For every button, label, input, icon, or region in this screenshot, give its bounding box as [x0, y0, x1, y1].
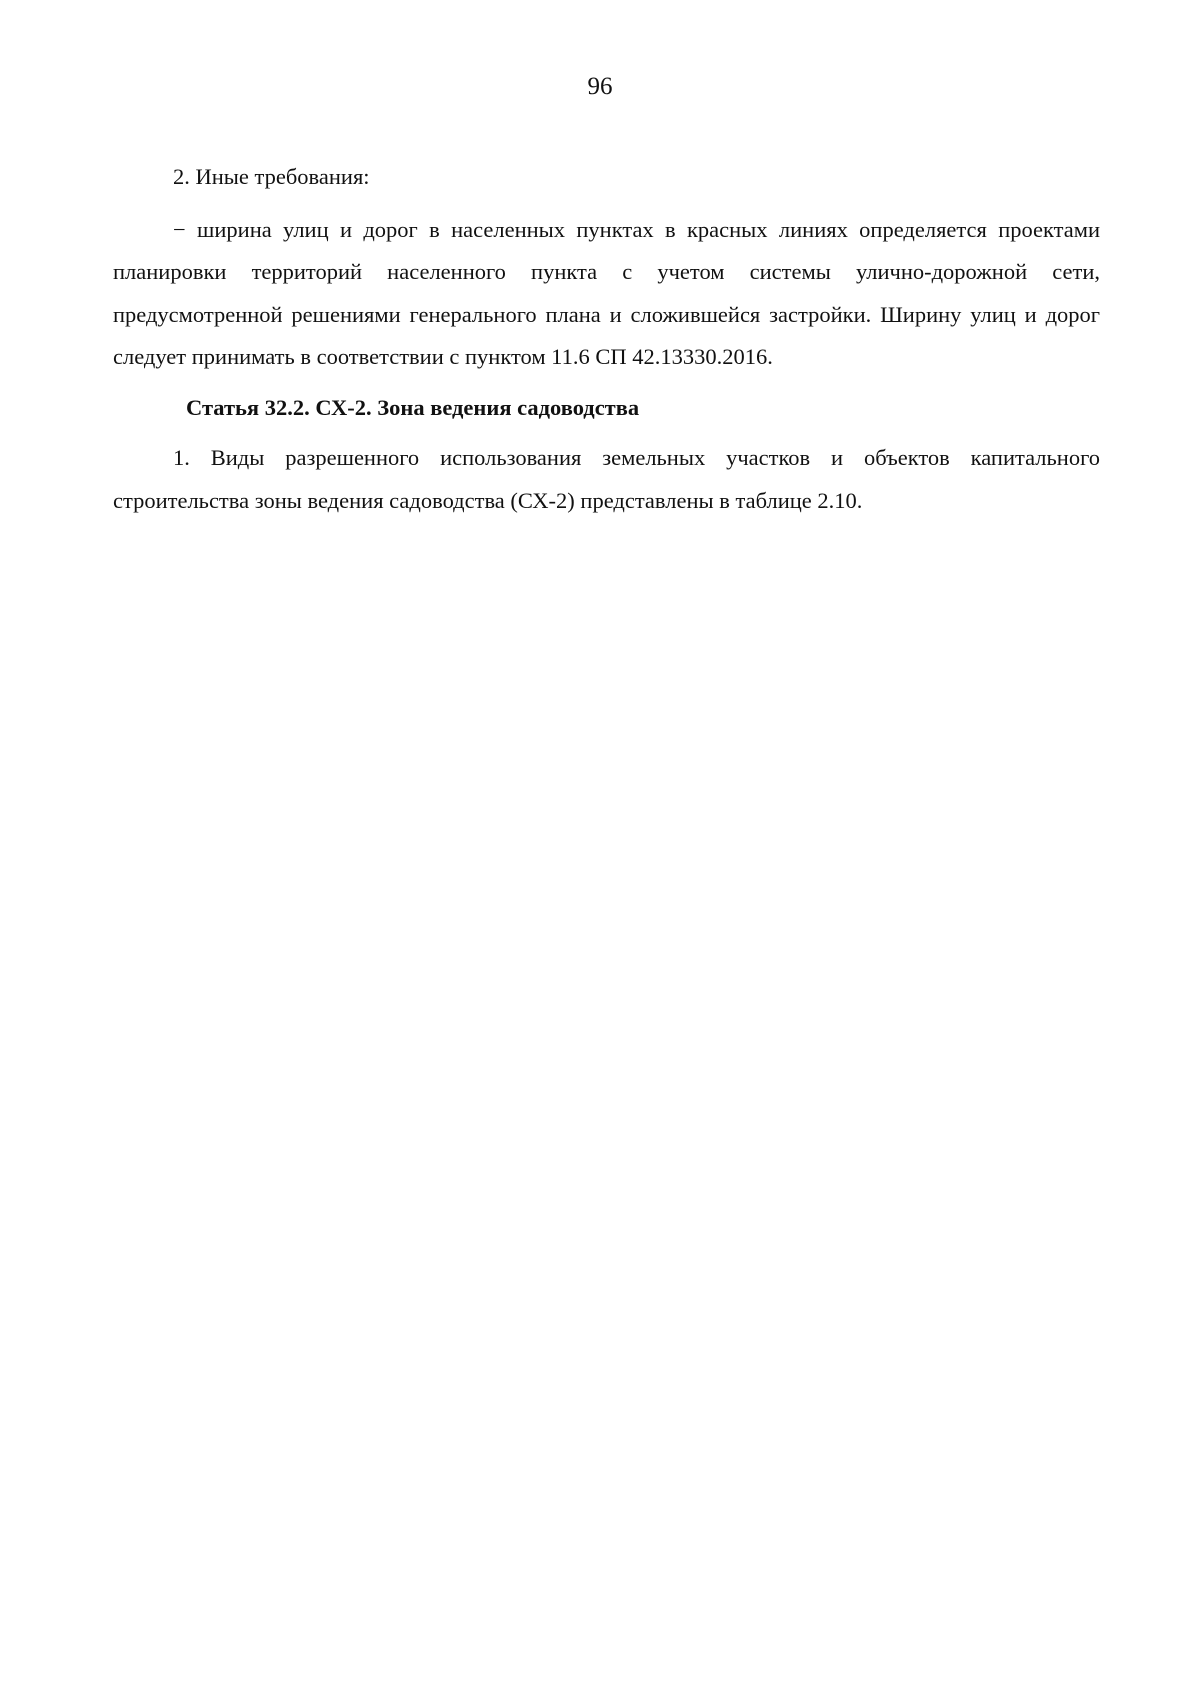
- page-number: 96: [587, 73, 613, 100]
- page-content: [113, 156, 1100, 522]
- article-title: Статья 32.2. СХ-2. Зона ведения садоводства: [186, 394, 640, 420]
- permitted-use-paragraph: 1. Виды разрешенного использования земельных участков и объектов капитального строительства зоны ведения садоводства (СХ-2) представлены в таблице 2.10.: [113, 445, 1100, 513]
- street-width-paragraph: − ширина улиц и дорог в населенных пунктах в красных линиях определяется проектами планировки территорий населенного пункта с учетом системы улично-дорожной сети, предусмотренной решениями генерального плана и сложившейся застройки. Ширину улиц и дорог следует принимать в соответствии с пунктом 11.6 СП 42.13330.2016.: [113, 216, 1100, 369]
- requirements-subheading: 2. Иные требования:: [173, 164, 370, 189]
